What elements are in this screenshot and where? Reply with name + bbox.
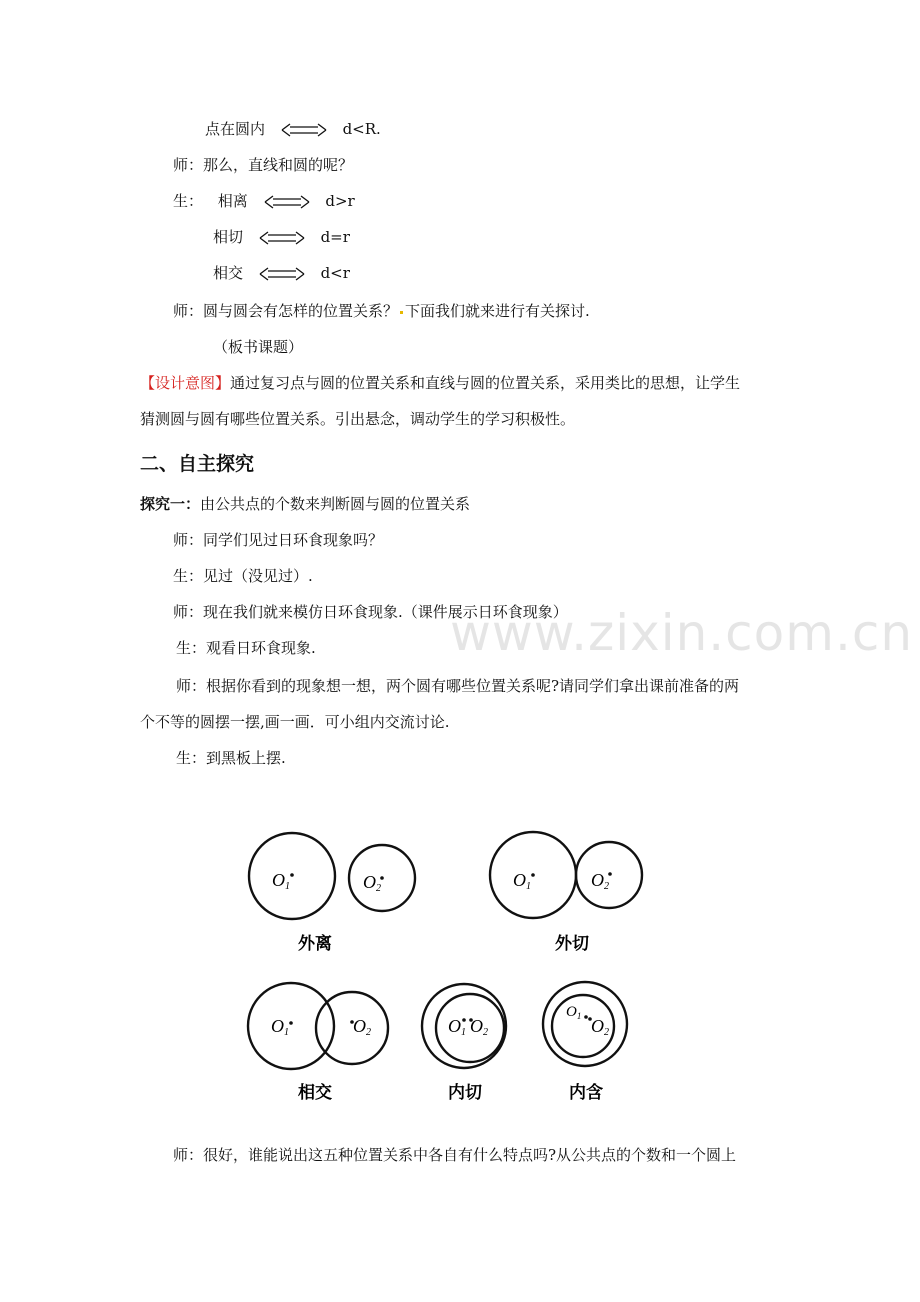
caption-intersect: 相交 xyxy=(298,1083,332,1103)
o1-label: $O_1$ xyxy=(566,1004,582,1021)
o2-label: O2 xyxy=(363,872,381,894)
double-arrow-icon xyxy=(263,195,311,209)
teacher-long-line-1: 师：根据你看到的现象想一想，两个圆有哪些位置关系呢?请同学们拿出课前准备的两 xyxy=(176,677,740,695)
circle-tangent-int-outer xyxy=(422,984,506,1068)
explore-one-line xyxy=(140,494,470,514)
line-rel-value: d<r xyxy=(320,264,350,282)
line-row-3 xyxy=(213,263,350,283)
circle-positions-figure xyxy=(240,820,660,1110)
bottom-line-part-a: 师：很好，谁能说出这五种位 xyxy=(173,1146,369,1164)
double-arrow-icon xyxy=(258,267,306,281)
o2-label: O2 xyxy=(353,1016,371,1038)
watermark: www.zixin.com.cn xyxy=(450,604,914,662)
dialog-line: 生：观看日环食现象. xyxy=(176,639,316,657)
caption-contain: 内含 xyxy=(569,1083,603,1103)
dialog-line: 师：同学们见过日环食现象吗？ xyxy=(173,531,384,549)
explore-one-text: 由公共点的个数来判断圆与圆的位置关系 xyxy=(200,495,471,513)
line-rel-label: 相交 xyxy=(213,264,244,282)
line-row-1 xyxy=(173,191,355,211)
circle-intersect-1 xyxy=(248,983,334,1069)
teacher-question-part-a: 师：圆与圆会有怎样的位置关系？ xyxy=(173,302,399,320)
circle-intersect-2 xyxy=(316,992,388,1064)
bottom-teacher-line xyxy=(173,1145,736,1165)
line-row-2 xyxy=(213,227,350,247)
line-rel-value: d=r xyxy=(320,228,350,246)
design-intent-tag: 【设计意图】 xyxy=(140,374,231,392)
dialog-line: 生：见过（没见过）. xyxy=(173,567,313,585)
caption-tangent-ext: 外切 xyxy=(555,934,589,954)
teacher-question-part-b: 下面我们就来进行有关探讨. xyxy=(405,302,590,320)
point-inside-relation: d<R. xyxy=(342,120,381,138)
double-arrow-icon xyxy=(280,123,328,137)
circle-contain-inner xyxy=(552,995,614,1057)
explore-one-label: 探究一： xyxy=(140,495,201,513)
bottom-line-part-b: 置关系中各自有什么特点吗?从公共点的个数和一个圆上 xyxy=(368,1146,737,1164)
o2-label: O2 xyxy=(591,870,609,892)
teacher-question-circles xyxy=(173,301,590,321)
design-intent-line-1 xyxy=(140,373,740,393)
point-inside-label: 点在圆内 xyxy=(205,120,266,138)
caption-tangent-int: 内切 xyxy=(448,1083,482,1103)
mark-dot xyxy=(400,311,403,314)
caption-separate: 外离 xyxy=(298,934,332,954)
o1-label: O1 xyxy=(513,870,531,892)
o1-label: O1 xyxy=(448,1016,466,1038)
line-rel-label: 相离 xyxy=(217,192,248,210)
line-rel-value: d>r xyxy=(325,192,355,210)
board-title-note: （板书课题） xyxy=(213,338,304,356)
dialog-line: 师：现在我们就来模仿日环食现象.（课件展示日环食现象） xyxy=(173,603,568,621)
o2-label: O2 xyxy=(470,1016,488,1038)
point-inside-row xyxy=(205,119,381,139)
design-intent-line-2: 猜测圆与圆有哪些位置关系。引出悬念，调动学生的学习积极性。 xyxy=(140,410,576,428)
design-intent-text-1: 通过复习点与圆的位置关系和直线与圆的位置关系，采用类比的思想，让学生 xyxy=(230,374,741,392)
teacher-long-line-2: 个不等的圆摆一摆,画一画．可小组内交流讨论. xyxy=(140,713,450,731)
o1-label: O1 xyxy=(271,1016,289,1038)
o2-label: O2 xyxy=(591,1016,609,1038)
teacher-question-line: 师：那么，直线和圆的呢？ xyxy=(173,156,354,174)
section-heading: 二、自主探究 xyxy=(140,453,255,475)
line-rel-label: 相切 xyxy=(213,228,244,246)
o1-label: O1 xyxy=(272,870,290,892)
student-prefix: 生： xyxy=(173,192,204,210)
double-arrow-icon xyxy=(258,231,306,245)
student-board-line: 生：到黑板上摆. xyxy=(176,749,286,767)
